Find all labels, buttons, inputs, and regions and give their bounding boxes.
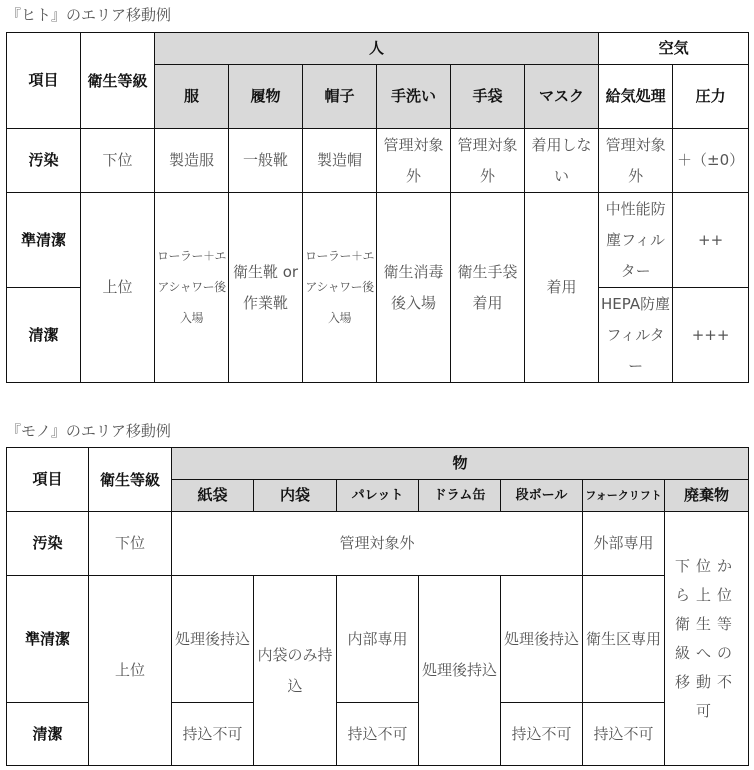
hito-jun-air: 中性能防塵フィルター <box>599 193 673 288</box>
hito-osen-cap: 製造帽 <box>303 129 377 193</box>
hito-header-air: 空気 <box>599 33 749 65</box>
hito-osen-pressure: ＋（±0） <box>673 129 749 193</box>
mono-jun-paper: 処理後持込 <box>172 576 254 703</box>
hito-col-handwash: 手洗い <box>377 65 451 129</box>
hito-osen-grade: 下位 <box>81 129 155 193</box>
mono-sei-cardboard: 持込不可 <box>501 703 583 766</box>
mono-col-waste: 廃棄物 <box>665 480 749 512</box>
mono-col-drum: ドラム缶 <box>419 480 501 512</box>
hito-header-person: 人 <box>155 33 599 65</box>
mono-sei-forklift: 持込不可 <box>583 703 665 766</box>
hito-osen-air: 管理対象外 <box>599 129 673 193</box>
mono-col-pallet: パレット <box>337 480 419 512</box>
hito-row-osen: 汚染 <box>7 129 81 193</box>
mono-row-junseiketsu: 準清潔 <box>7 576 89 703</box>
hito-sei-pressure: +++ <box>673 288 749 383</box>
hito-col-cap: 帽子 <box>303 65 377 129</box>
hito-table <box>6 32 749 383</box>
mono-row-osen: 汚染 <box>7 512 89 576</box>
hito-merged-clothes: ローラー＋エアシャワー後入場 <box>155 193 229 383</box>
mono-header-thing: 物 <box>172 448 749 480</box>
hito-upper-grade: 上位 <box>81 193 155 383</box>
mono-sei-paper: 持込不可 <box>172 703 254 766</box>
mono-jun-pallet: 内部専用 <box>337 576 419 703</box>
hito-merged-shoes: 衛生靴 or 作業靴 <box>229 193 303 383</box>
mono-col-cardboard: 段ボール <box>501 480 583 512</box>
mono-sei-pallet: 持込不可 <box>337 703 419 766</box>
hito-osen-handwash: 管理対象外 <box>377 129 451 193</box>
mono-col-inner-bag: 内袋 <box>254 480 337 512</box>
mono-col-paper-bag: 紙袋 <box>172 480 254 512</box>
mono-waste-note: 下位から上位衛生等級への移動不可 <box>665 512 749 766</box>
hito-row-junseiketsu: 準清潔 <box>7 193 81 288</box>
mono-merged-drum: 処理後持込 <box>419 576 501 766</box>
hito-merged-mask: 着用 <box>525 193 599 383</box>
hito-header-grade: 衛生等級 <box>81 33 155 129</box>
hito-merged-handwash: 衛生消毒後入場 <box>377 193 451 383</box>
hito-sei-air: HEPA防塵フィルター <box>599 288 673 383</box>
mono-merged-inner: 内袋のみ持込 <box>254 576 337 766</box>
hito-merged-glove: 衛生手袋着用 <box>451 193 525 383</box>
hito-merged-cap: ローラー＋エアシャワー後入場 <box>303 193 377 383</box>
hito-osen-shoes: 一般靴 <box>229 129 303 193</box>
hito-header-item: 項目 <box>7 33 81 129</box>
hito-col-mask: マスク <box>525 65 599 129</box>
hito-row-seiketsu: 清潔 <box>7 288 81 383</box>
hito-caption: 『ヒト』のエリア移動例 <box>6 6 172 24</box>
hito-col-shoes: 履物 <box>229 65 303 129</box>
hito-col-glove: 手袋 <box>451 65 525 129</box>
mono-caption: 『モノ』のエリア移動例 <box>6 422 171 440</box>
mono-jun-forklift: 衛生区専用 <box>583 576 665 703</box>
mono-osen-forklift: 外部専用 <box>583 512 665 576</box>
mono-header-grade: 衛生等級 <box>89 448 172 512</box>
mono-table <box>6 447 749 766</box>
hito-osen-glove: 管理対象外 <box>451 129 525 193</box>
mono-osen-unmanaged: 管理対象外 <box>172 512 583 576</box>
mono-row-seiketsu: 清潔 <box>7 703 89 766</box>
hito-osen-mask: 着用しない <box>525 129 599 193</box>
hito-jun-pressure: ++ <box>673 193 749 288</box>
hito-col-clothes: 服 <box>155 65 229 129</box>
mono-header-item: 項目 <box>7 448 89 512</box>
mono-osen-grade: 下位 <box>89 512 172 576</box>
mono-upper-grade: 上位 <box>89 576 172 766</box>
hito-col-air-supply: 給気処理 <box>599 65 673 129</box>
hito-osen-clothes: 製造服 <box>155 129 229 193</box>
mono-col-forklift: フォークリフト <box>583 480 665 512</box>
mono-jun-cardboard: 処理後持込 <box>501 576 583 703</box>
hito-col-pressure: 圧力 <box>673 65 749 129</box>
